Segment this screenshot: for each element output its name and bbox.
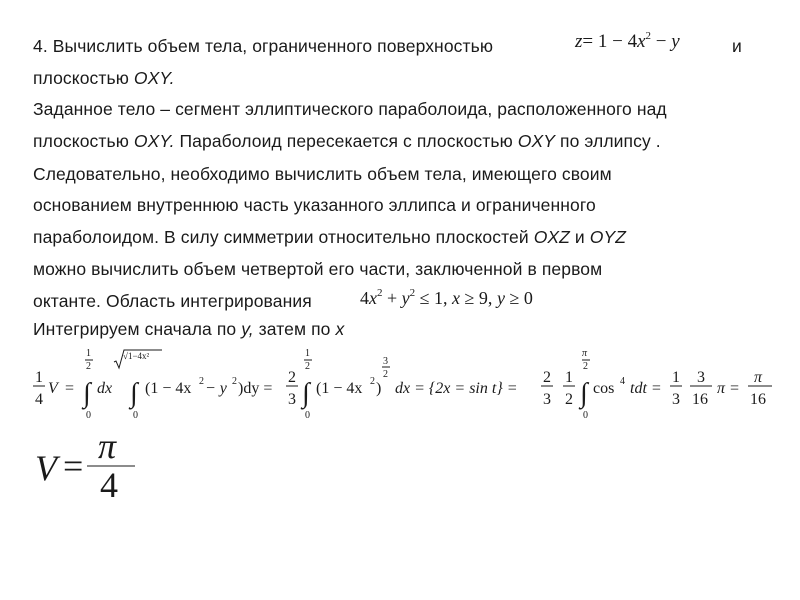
fraction-numerator: 1 (672, 369, 680, 386)
fraction-numerator: 1 (565, 369, 573, 386)
lower-limit: 0 (133, 410, 138, 421)
text-line-1 (33, 35, 493, 57)
limit-denominator: 2 (305, 361, 310, 372)
fraction-denominator: 3 (672, 391, 680, 408)
integral-sign: ∫ (580, 378, 588, 409)
power-denominator: 2 (383, 369, 388, 380)
fraction-denominator: 16 (692, 391, 708, 408)
volume-integral-formula (0, 340, 800, 500)
power-numerator: 3 (383, 356, 388, 367)
text-line-5: Следовательно, необходимо вычислить объем тела, имеющего своим (33, 164, 612, 184)
exponent: 4 (620, 376, 625, 387)
final-four: 4 (100, 465, 118, 500)
pi-symbol: π = (717, 380, 740, 397)
differential-dx: dx (97, 380, 113, 397)
fraction-denominator: 3 (543, 391, 551, 408)
integral-sign: ∫ (83, 378, 91, 409)
fraction-numerator: π (754, 369, 763, 386)
text-line-6: основанием внутреннюю часть указанного эллипса и ограниченного (33, 195, 596, 215)
text-line-4: плоскостью OXY. Параболоид пересекается с плоскостью OXY по эллипсу . (33, 131, 661, 151)
exponent: 2 (370, 376, 375, 387)
limit-denominator: 2 (86, 361, 91, 372)
substitution: dx = {2x = sin t} = (395, 380, 518, 397)
lower-limit: 0 (86, 410, 91, 421)
integrand-part: (1 − 4x (145, 380, 192, 397)
final-pi: π (98, 426, 117, 466)
lower-limit: 0 (305, 410, 310, 421)
final-equals: = (63, 446, 84, 486)
text-line-2: плоскостью OXY. (33, 68, 175, 88)
exponent: 2 (199, 376, 204, 387)
equals-sign: = (65, 380, 75, 397)
surface-equation: $z= 1 - 4x^2 - y$ (575, 30, 680, 52)
region-inequality: $4x^2 + y^2 \le 1$, x ≥ 9, y ≥ 0 (360, 287, 533, 308)
limit-numerator: 1 (86, 348, 91, 359)
fraction-denominator: 3 (288, 391, 296, 408)
limit-numerator: 1 (305, 348, 310, 359)
text-line-7: параболоидом. В силу симметрии относительно плоскостей OXZ и OYZ (33, 227, 627, 247)
integrand-tdt: tdt = (630, 380, 662, 397)
cos-function: cos (593, 380, 615, 397)
fraction-numerator: 3 (697, 369, 705, 386)
fraction-numerator: 1 (35, 369, 43, 386)
fraction-denominator: 16 (750, 391, 766, 408)
root-upper-limit: √1−4x² (123, 351, 150, 361)
text-line-8: можно вычислить объем четвертой его части, заключенной в первом (33, 259, 603, 279)
final-volume-symbol: V (35, 448, 57, 488)
lower-limit: 0 (583, 410, 588, 421)
integrand-part: (1 − 4x (316, 380, 363, 397)
integrand-y: − y (205, 380, 227, 397)
integral-sign: ∫ (302, 378, 310, 409)
text-line-10: Интегрируем сначала по y, затем по x (33, 319, 345, 339)
fraction-denominator: 2 (565, 391, 573, 408)
text-line-1-tail: и (732, 36, 742, 56)
fraction-numerator: 2 (543, 369, 551, 386)
close-paren: ) (376, 380, 382, 397)
fraction-denominator: 4 (35, 391, 43, 408)
integrand-close: )dy = (238, 380, 273, 397)
fraction-numerator: 2 (288, 369, 296, 386)
problem-statement: 4. Вычислить объем тела, ограниченного поверхностью (33, 36, 494, 56)
exponent: 2 (232, 376, 237, 387)
volume-symbol: V (48, 380, 58, 397)
text-line-3: Заданное тело – сегмент эллиптического параболоида, расположенного над (33, 99, 667, 119)
limit-numerator: π (582, 348, 588, 359)
integral-sign: ∫ (130, 378, 138, 409)
limit-denominator: 2 (583, 361, 588, 372)
text-line-9: октанте. Область интегрирования (33, 291, 312, 311)
